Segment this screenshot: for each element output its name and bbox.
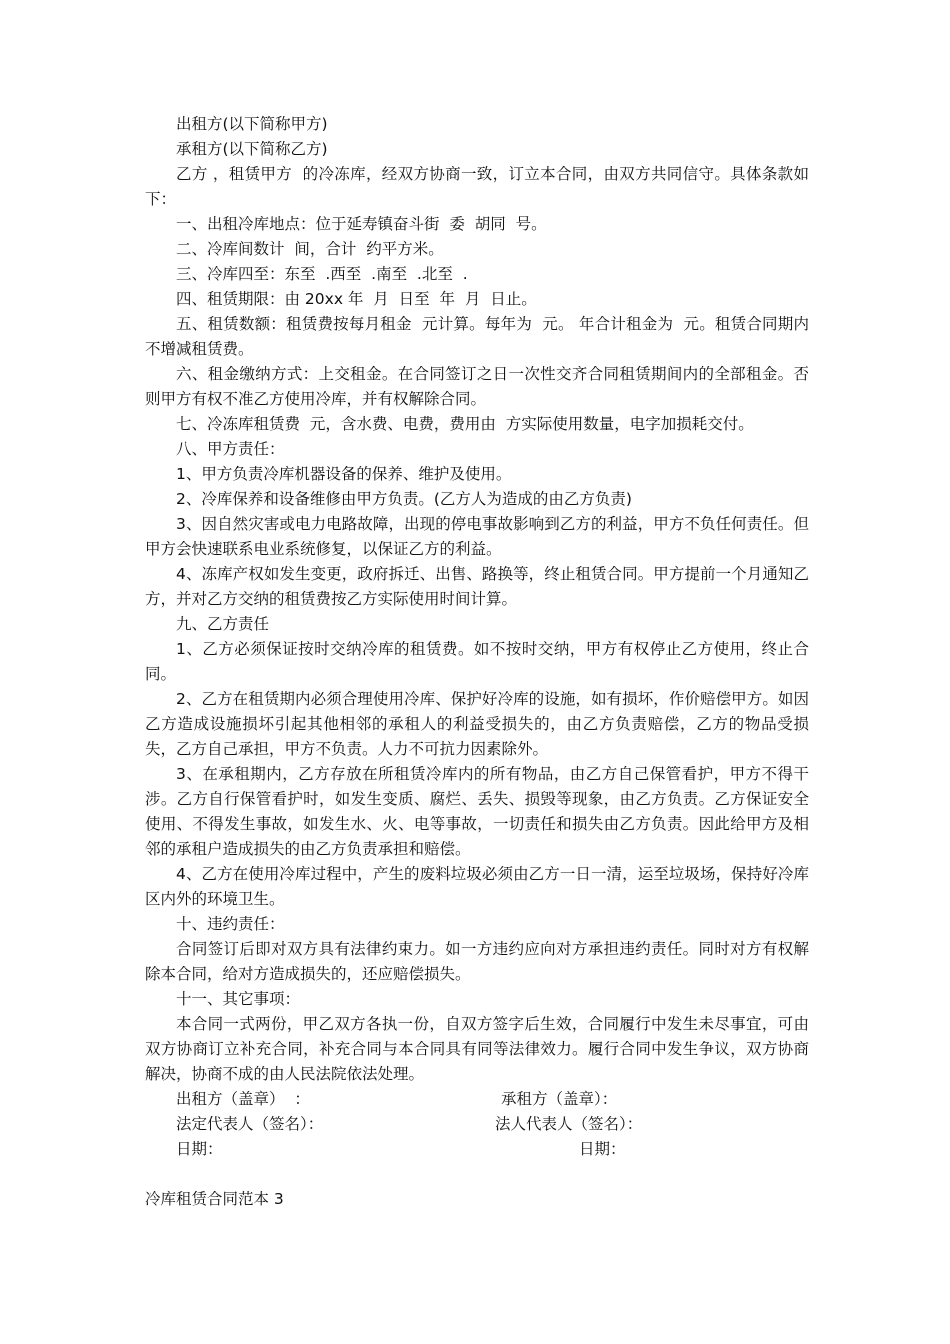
party-a-duty-3: 3、因自然灾害或电力电路故障，出现的停电事故影响到乙方的利益，甲方不负任何责任。但甲方会快速联系电业系统修复，以保证乙方的利益。 [145, 515, 809, 558]
contract-body [145, 112, 809, 1162]
clause-location: 一、出租冷库地点：位于延寿镇奋斗街 委 胡同 号。 [176, 215, 547, 233]
clause-rooms: 二、冷库间数计 间，合计 约平方米。 [176, 240, 444, 258]
legal-person-representative-label: 法人代表人（签名）： [495, 1115, 643, 1133]
lessee-line: 承租方(以下简称乙方) [176, 140, 328, 158]
clause-boundaries: 三、冷库四至：东至 .西至 .南至 .北至 . [176, 265, 468, 283]
other-matters-paragraph: 本合同一式两份，甲乙双方各执一份，自双方签字后生效，合同履行中发生未尽事宜，可由双方协商订立补充合同，补充合同与本合同具有同等法律效力。履行合同中发生争议，双方协商解决，协商不成的由人民法院依法处理。 [145, 1015, 809, 1083]
lessee-date-label: 日期： [579, 1140, 626, 1158]
lessor-seal-label: 出租方（盖章） ： [176, 1090, 310, 1108]
heading-party-b-duties: 九、乙方责任 [176, 615, 270, 633]
breach-paragraph: 合同签订后即对双方具有法律约束力。如一方违约应向对方承担违约责任。同时对方有权解除本合同，给对方造成损失的，还应赔偿损失。 [145, 940, 809, 983]
lessor-line: 出租方(以下简称甲方) [176, 115, 328, 133]
signature-row-date [145, 1137, 809, 1162]
clause-payment-method: 六、租金缴纳方式：上交租金。在合同签订之日一次性交齐合同租赁期间内的全部租金。否则甲方有权不准乙方使用冷库，并有权解除合同。 [145, 365, 809, 408]
party-b-duty-3: 3、在承租期内，乙方存放在所租赁冷库内的所有物品，由乙方自己保管看护，甲方不得干涉。乙方自行保管看护时，如发生变质、腐烂、丢失、损毁等现象，由乙方负责。乙方保证安全使用、不得发生事故，如发生水、火、电等事故，一切责任和损失由乙方负责。因此给甲方及相邻的承租户造成损失的由乙方负责承担和赔偿。 [145, 765, 809, 858]
legal-representative-label: 法定代表人（签名）： [176, 1115, 324, 1133]
heading-party-a-duties: 八、甲方责任： [176, 440, 285, 458]
intro-paragraph: 乙方 ，租赁甲方 的冷冻库，经双方协商一致，订立本合同，由双方共同信守。具体条款如下： [145, 165, 809, 208]
clause-rent-amount: 五、租赁数额：租赁费按每月租金 元计算。每年为 元。 年合计租金为 元。租赁合同期内不增减租赁费。 [145, 315, 809, 358]
party-b-duty-2: 2、乙方在租赁期内必须合理使用冷库、保护好冷库的设施，如有损坏，作价赔偿甲方。如因乙方造成设施损坏引起其他相邻的承租人的利益受损失的，由乙方负责赔偿，乙方的物品受损失，乙方自己承担，甲方不负责。人力不可抗力因素除外。 [145, 690, 809, 758]
heading-breach: 十、违约责任： [176, 915, 285, 933]
clause-fee: 七、冷冻库租赁费 元，含水费、电费，费用由 方实际使用数量，电字加损耗交付。 [176, 415, 754, 433]
party-a-duty-4: 4、冻库产权如发生变更，政府拆迁、出售、路换等，终止租赁合同。甲方提前一个月通知乙方，并对乙方交纳的租赁费按乙方实际使用时间计算。 [145, 565, 809, 608]
signature-row-representative [145, 1112, 809, 1137]
heading-other-matters: 十一、其它事项： [176, 990, 301, 1008]
party-a-duty-2: 2、冷库保养和设备维修由甲方负责。(乙方人为造成的由乙方负责) [176, 490, 632, 508]
party-a-duty-1: 1、甲方负责冷库机器设备的保养、维护及使用。 [176, 465, 512, 483]
lessee-seal-label: 承租方（盖章）： [501, 1090, 618, 1108]
lessor-date-label: 日期： [176, 1140, 223, 1158]
clause-term: 四、租赁期限：由 20xx 年 月 日至 年 月 日止。 [176, 290, 537, 308]
party-b-duty-1: 1、乙方必须保证按时交纳冷库的租赁费。如不按时交纳，甲方有权停止乙方使用，终止合同。 [145, 640, 809, 683]
next-contract-title: 冷库租赁合同范本 3 [145, 1190, 284, 1208]
party-b-duty-4: 4、乙方在使用冷库过程中，产生的废料垃圾必须由乙方一日一清，运至垃圾场，保持好冷库区内外的环境卫生。 [145, 865, 809, 908]
signature-row-seal [145, 1087, 809, 1112]
